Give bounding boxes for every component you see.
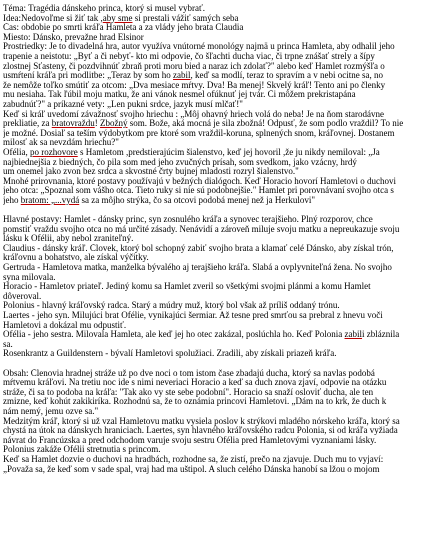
means-line: jeho otca: „Spoznal som vášho otca. Tieto ruky si nie sú podobnejšie." Hamlet pri porovnávaní svojho otca s — [3, 186, 394, 196]
means-line: Ofélia, po rozhovore s Hamletom ,predstierajúcim šialenstvo, keď jej hovoril ,že ju nikdy nemiloval: „Ja — [3, 147, 380, 157]
character-line: Ofélia - jeho sestra. Milovala Hamleta, ale keď jej ho otec zakázal, poslúchla ho. Keď Polonia zabili zbláznila — [3, 330, 400, 340]
means-line: um onemel jako zvon bez srdca a skvostné črty bujnej mladosti rozryl šialenstvo." — [3, 167, 299, 177]
character-line: Hlavné postavy: Hamlet - dánsky princ, syn zosnulého kráľa a synovec terajšieho. Plný rozporov, chce — [3, 215, 373, 225]
spellcheck-underline: Zbožný — [99, 119, 128, 129]
character-line: dôveroval. — [3, 291, 42, 301]
character-line: pomstiť vraždu svojho otca no má určité zásady. Nenávidí a zároveň miluje svoju matku a nepreukazuje svoju — [3, 224, 400, 234]
character-line: lásku k Ofélii, aby nebol zraniteľný. — [3, 234, 134, 244]
means-line: mu nesiaha. Tak ľúbil moju matku, že ani vánok nesmel ofúknuť jej tvár. Či môžem prekristapána — [3, 90, 356, 100]
character-line: Rosenkrantz a Guildenstern - bývalí Hamletovi spolužiaci. Zradili, aby získali priazeň kráľa. — [3, 349, 337, 359]
content-line: Polonius zakáže Ofélii stretnutia s princom. — [3, 445, 161, 455]
character-line: Hamletovi a dokázal mu odpustiť. — [3, 320, 127, 330]
spellcheck-underline: bratom: „...vydá — [20, 195, 80, 205]
content-line: „Považa sa, že keď som v sade spal, vraj had ma uštipol. A sluch celého Dánska hanobí sa lžou o mojom — [3, 464, 380, 474]
content-line: stráže, či sa to podoba na kráľa: "Tak ako vy ste sebe podobní". Horacio sa snaží osloviť ducha, ale ten — [3, 387, 374, 397]
means-line: najbiednejšia z biedných, čo pila som med jeho zvučných prísah, som svedkom, jako vzácny, hrdý — [3, 157, 357, 167]
spellcheck-underline: aby sme — [102, 13, 133, 23]
means-line: že nemôže toľko smútiť za otcom: „Dva mesiace mŕtvy. Dva! Ba menej! Skvelý kráľ! Tento ani po členky — [3, 80, 386, 90]
means-line: prekliatie, za bratovraždu! Zbožný som. Bože, aká mocná je sila zbožná! Odpusť, že som podlo vraždil? To nie — [3, 119, 404, 129]
means-line: jeho bratom: „...vydá sa za môjho strýka, čo sa otcovi podobá menej než ja Herkulovi" — [3, 195, 316, 205]
means-line: zabudnúť?" a príkazné vety: „Len pukni srdce, jazyk musí mlčať!" — [3, 99, 243, 109]
content-line: návrat do Francúzska a pred odchodom varuje svoju sestru Ofélia pred Hamletovými vyznaniami lásky. — [3, 435, 377, 445]
content-line: Medzitým kráľ, ktorý si už vzal Hamletovu matku vysiela poslov k strýkovi mladého nórskeho kráľa, ktorý sa — [3, 416, 400, 426]
content-line: Keď sa Hamlet dozvie o duchovi na hradbách, rozhodne sa, že zistí, prečo na zjavuje. Duch mu to vyjaví: — [3, 454, 384, 464]
characters-section — [3, 215, 445, 359]
time-line: Čas: obdobie po smrti kráľa Hamleta a za vlády jeho brata Claudia — [3, 23, 244, 33]
content-line: nám nemý, jemu ozve sa." — [3, 406, 99, 416]
character-line: Claudius - dánsky kráľ. Človek, ktorý bol schopný zabiť svojho brata a klamať celé Dánsko, aby získal trón, — [3, 243, 394, 253]
means-line: Keď si kráľ uvedomí závažnosť svojho hriechu : „Môj ohavný hriech volá do neba! Je na ňom starodávne — [3, 109, 384, 119]
character-line: Polonius - hlavný kráľovský radca. Starý a múdry muž, ktorý bol však až príliš oddaný trónu. — [3, 301, 340, 311]
meta-section — [3, 4, 445, 205]
means-line: usmŕtení kráľa pri modlitbe: „Teraz by som ho zabil, keď sa modlí, teraz to spravím a v nebi ocitne sa, no — [3, 71, 383, 81]
character-line: Horacio - Hamletov priateľ. Jediný komu sa Hamlet zveril so všetkými svojmi plánmi a komu Hamlet — [3, 282, 371, 292]
spellcheck-underline: bratovraždu — [51, 119, 95, 129]
means-line: milosť ak sa nevzdám hriechu?" — [3, 138, 119, 148]
content-line: zmizne, keď kohút zakikiríka. Rozhodnú sa, že to oznámia princovi Hamletovi. „Dám na to krk, že duch k — [3, 397, 387, 407]
character-line: sa. — [3, 339, 13, 349]
character-line: Gertruda - Hamletova matka, manželka bývalého aj terajšieho kráľa. Slabá a ovplyvniteľná žena. No svojho — [3, 263, 392, 273]
spellcheck-underline: po rozhovore — [30, 147, 78, 157]
character-line: Laertes - jeho syn. Milujúci brat Ofélie, vynikajúci šermiar. Až tesne pred smrťou sa prebral z hnevu voči — [3, 311, 383, 320]
means-line: Mnohé prirovnania, ktoré postavy používajú v bežných dialógoch. Keď Horacio hovorí Hamletovi o duchovi — [3, 176, 396, 186]
content-line: Obsah: Členovia hradnej stráže už po dve noci o tom istom čase zbadajú ducha, ktorý sa navlas podobá — [3, 368, 375, 378]
means-line: Prostriedky: Je to divadelná hra, autor využíva vnútorné monológy najmä u princa Hamleta, aby odhalil jeho — [3, 42, 395, 52]
character-line: kráľovnu a bohatstvo, ale získal výčitky. — [3, 253, 149, 263]
topic-line: Téma: Tragédia dánskeho princa, ktorý si musel vybrať. — [3, 4, 206, 13]
means-line: je možné. Dosiaľ sa teším výdobytkom pre ktoré som vraždil-koruna, splnených snom, kráľovnej. Dostanem — [3, 128, 395, 138]
content-section — [3, 369, 445, 475]
content-line: mŕtvemu kráľovi. Na tretiu noc ide s nimi neveriaci Horacio a keď sa duch znova zjaví, odpovie na otázku — [3, 378, 387, 388]
character-line: syna milovala. — [3, 272, 56, 282]
spellcheck-underline: zabil — [172, 71, 191, 81]
place-line: Miesto: Dánsko, prevažne hrad Elsinor — [3, 32, 144, 42]
means-line: trapenie a neistotu: „Byť a či nebyť- kto mi odpovie, čo šľachti ducha viac, či trpne znášať strely a šípy — [3, 51, 375, 61]
paragraph-gap — [3, 205, 445, 215]
paragraph-gap — [3, 359, 445, 369]
spellcheck-underline: zabil — [344, 330, 363, 340]
idea-line: Idea:Nedovoľme si žiť tak ,aby sme si prestali vážiť samých seba — [3, 13, 239, 23]
means-line: zlostnej Šťasteny, či pozdvihnúť zbraň proti moru bied a naraz ich zdolať?" alebo keď Hamlet rozmýšľa o — [3, 61, 385, 71]
content-line: chystá na útok na dánskych hraniciach. Laertes, syn hlavného kráľovského radcu Polonia, si od kráľa vyžiada — [3, 426, 398, 436]
